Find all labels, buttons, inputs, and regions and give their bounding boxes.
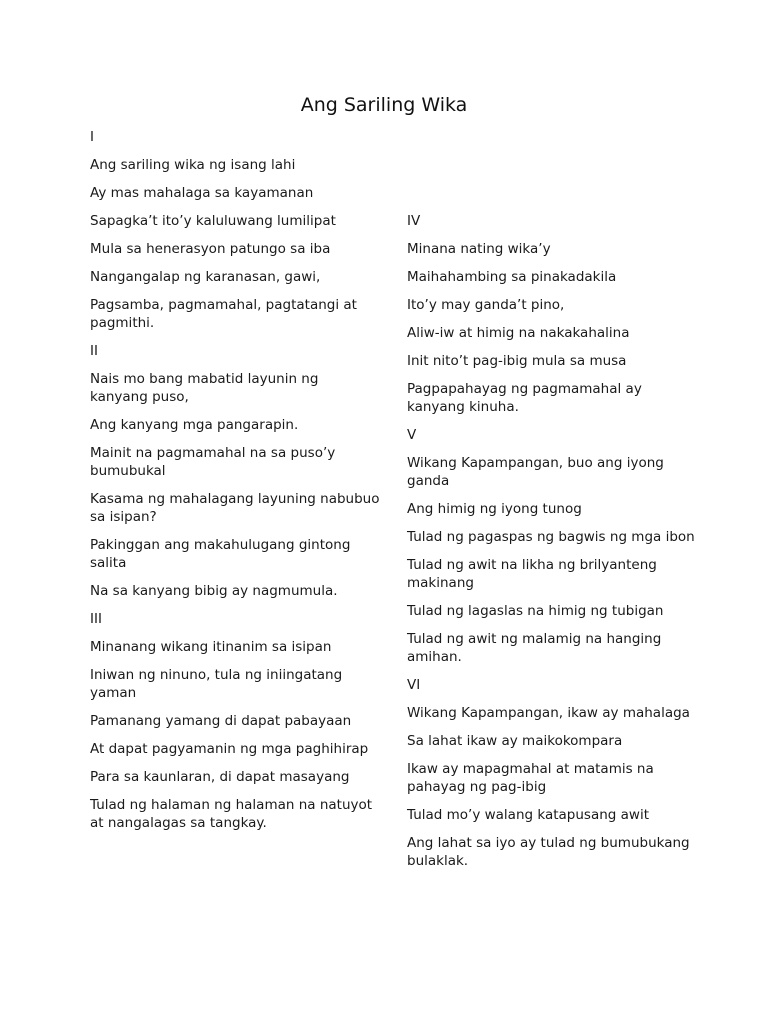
poem-line: Mula sa henerasyon patungo sa iba: [90, 241, 331, 257]
poem-line: Minanang wikang itinanim sa isipan: [90, 639, 332, 655]
stanza-number: V: [407, 427, 417, 443]
poem-line: Pamanang yamang di dapat pabayaan: [90, 713, 352, 729]
poem-line: Ay mas mahalaga sa kayamanan: [90, 185, 314, 201]
poem-line: Pagsamba, pagmamahal, pagtatangi at pagmithi.: [90, 297, 357, 331]
stanza: [407, 426, 697, 666]
poem-line: At dapat pagyamanin ng mga paghihirap: [90, 741, 369, 757]
poem-line: Wikang Kapampangan, ikaw ay mahalaga: [407, 705, 690, 721]
stanza: [90, 610, 380, 832]
poem-line: Ang himig ng iyong tunog: [407, 501, 582, 517]
poem-line: Aliw-iw at himig na nakakahalina: [407, 325, 630, 341]
poem-line: Sa lahat ikaw ay maikokompara: [407, 733, 623, 749]
poem-line: Kasama ng mahalagang layuning nabubuo sa isipan?: [90, 491, 380, 525]
poem-line: Init nito’t pag-ibig mula sa musa: [407, 353, 627, 369]
poem-line: Pakinggan ang makahulugang gintong salita: [90, 537, 351, 571]
stanza: [90, 342, 380, 600]
poem-line: Ikaw ay mapagmahal at matamis na pahayag ng pag-ibig: [407, 761, 654, 795]
poem-line: Ang lahat sa iyo ay tulad ng bumubukang bulaklak.: [407, 835, 690, 869]
poem-line: Iniwan ng ninuno, tula ng iniingatang yaman: [90, 667, 343, 701]
poem-line: Wikang Kapampangan, buo ang iyong ganda: [407, 455, 664, 489]
stanza: [407, 676, 697, 870]
poem-line: Tulad ng halaman ng halaman na natuyot at nangalagas sa tangkay.: [90, 797, 373, 831]
poem-line: Minana nating wika’y: [407, 241, 551, 257]
poem-line: Pagpapahayag ng pagmamahal ay kanyang kinuha.: [407, 381, 642, 415]
poem-line: Nangangalap ng karanasan, gawi,: [90, 269, 321, 285]
stanza-number: III: [90, 611, 102, 627]
poem-line: Tulad ng awit ng malamig na hanging amihan.: [407, 631, 662, 665]
poem-line: Para sa kaunlaran, di dapat masayang: [90, 769, 350, 785]
poem-title: Ang Sariling Wika: [300, 94, 468, 116]
stanza-number: I: [90, 129, 94, 145]
left-column: [90, 128, 380, 842]
poem-line: Tulad ng awit na likha ng brilyanteng makinang: [407, 557, 657, 591]
right-column: [407, 212, 697, 880]
poem-line: Maihahambing sa pinakadakila: [407, 269, 617, 285]
stanza-number: VI: [407, 677, 421, 693]
poem-line: Sapagka’t ito’y kaluluwang lumilipat: [90, 213, 336, 229]
poem-line: Nais mo bang mabatid layunin ng kanyang puso,: [90, 371, 319, 405]
poem-line: Tulad ng lagaslas na himig ng tubigan: [407, 603, 664, 619]
poem-line: Tulad ng pagaspas ng bagwis ng mga ibon: [407, 529, 695, 545]
poem-line: Mainit na pagmamahal na sa puso’y bumubukal: [90, 445, 336, 479]
stanza-number: II: [90, 343, 98, 359]
poem-line: Na sa kanyang bibig ay nagmumula.: [90, 583, 338, 599]
poem-line: Tulad mo’y walang katapusang awit: [407, 807, 649, 823]
poem-line: Ito’y may ganda’t pino,: [407, 297, 565, 313]
stanza: [407, 212, 697, 416]
poem-line: Ang sariling wika ng isang lahi: [90, 157, 296, 173]
stanza: [90, 128, 380, 332]
poem-line: Ang kanyang mga pangarapin.: [90, 417, 299, 433]
stanza-number: IV: [407, 213, 421, 229]
